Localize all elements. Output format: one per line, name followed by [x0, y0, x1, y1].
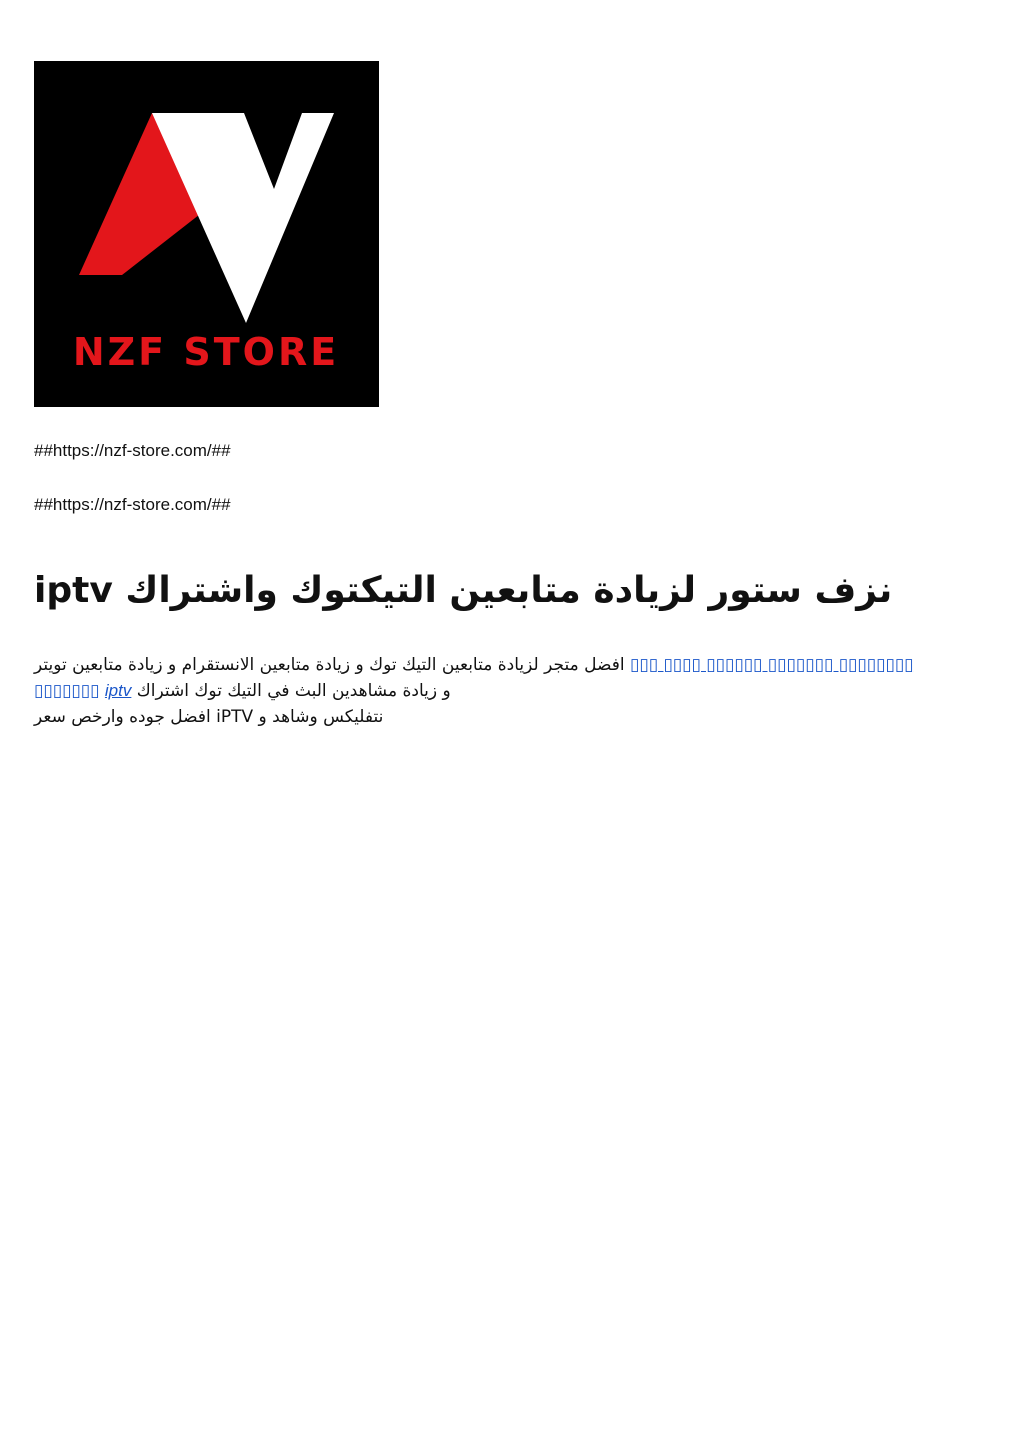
- page-title: [34, 564, 964, 618]
- body-text-start: افضل متجر لزيادة متابعين التيك توك و زيادة متابعين الانستقرام و زيادة متابعين تويتر: [34, 655, 625, 675]
- iptv-link[interactable]: iptv: [104, 681, 132, 700]
- title-text: نزف ستور لزيادة متابعين التيكتوك واشتراك iptv: [34, 570, 893, 611]
- url-line: ##https://nzf-store.com/##: [34, 441, 231, 460]
- url-line: ##https://nzf-store.com/##: [34, 495, 231, 514]
- body-text-line2: و زيادة مشاهدين البث في التيك توك اشتراك: [136, 681, 451, 701]
- tofu-link[interactable]: ▯▯▯ ▯▯▯▯ ▯▯▯▯▯▯ ▯▯▯▯▯▯▯ ▯▯▯▯▯▯▯▯ ▯▯▯▯▯▯▯: [34, 655, 914, 701]
- body-text-line3: نتفليكس وشاهد و iPTV افضل جوده وارخص سعر: [34, 707, 384, 727]
- logo-graphic: [34, 61, 379, 407]
- description-paragraph: [34, 652, 972, 730]
- nzf-store-logo: [34, 61, 379, 407]
- document-page: [34, 61, 974, 730]
- logo-text: NZF STORE: [72, 330, 340, 374]
